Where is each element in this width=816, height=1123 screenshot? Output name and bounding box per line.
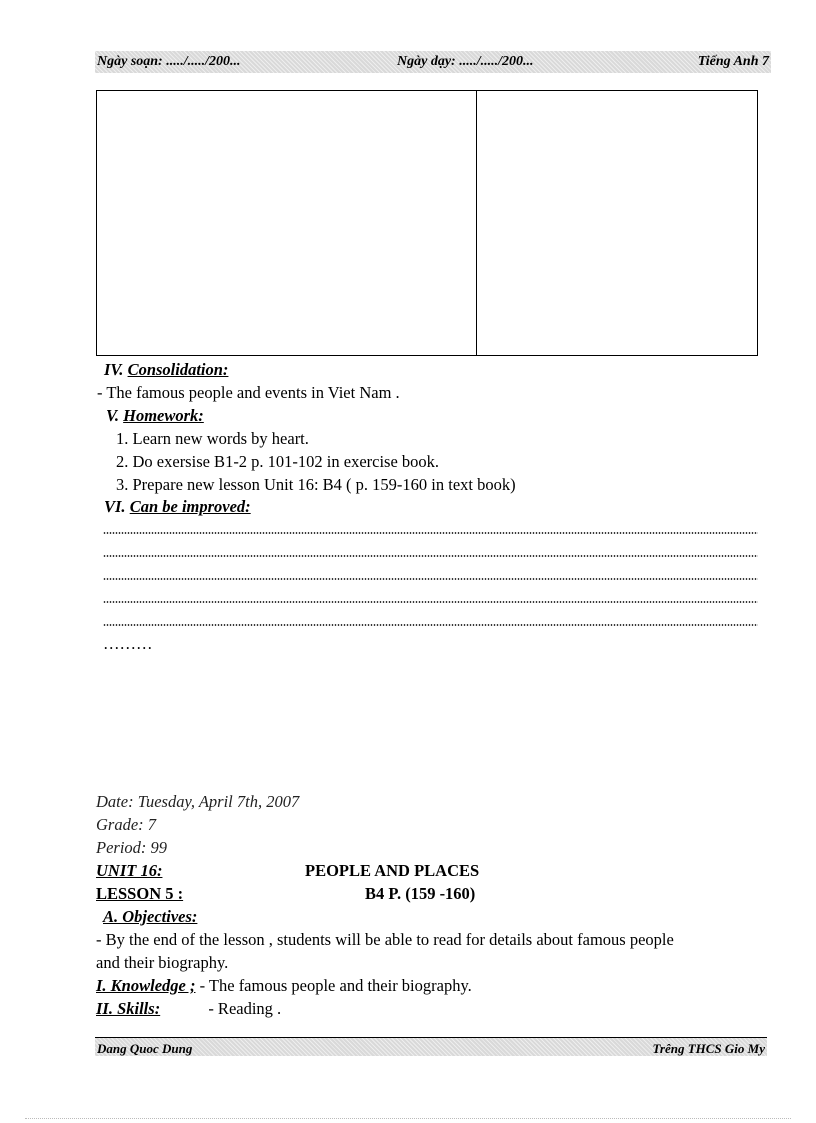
dotted-line: [103, 600, 758, 604]
knowledge-label: I. Knowledge ;: [96, 976, 196, 995]
improved-heading: VI. Can be improved:: [104, 497, 251, 516]
header-teaching-date: Ngày dạy: ...../...../200...: [397, 54, 534, 69]
lesson-table: [96, 90, 758, 356]
knowledge-text: - The famous people and their biography.: [195, 976, 472, 995]
unit-label: UNIT 16:: [96, 861, 163, 880]
objectives-line-2: and their biography.: [96, 953, 229, 972]
homework-item-1: 1. Learn new words by heart.: [116, 429, 309, 448]
lesson-title: B4 P. (159 -160): [365, 884, 476, 903]
lesson-grade: Grade: 7: [96, 815, 157, 834]
dotted-line: [103, 531, 758, 535]
page-header: [95, 51, 771, 73]
homework-item-2: 2. Do exersise B1-2 p. 101-102 in exercise book.: [116, 452, 440, 471]
table-column-divider: [476, 91, 477, 355]
header-subject: Tiếng Anh 7: [697, 54, 769, 69]
skills-text: - Reading .: [208, 999, 282, 1018]
footer-rule: [95, 1037, 767, 1038]
footer-school: Trêng THCS Gio My: [652, 1041, 765, 1056]
page-edge: [25, 1118, 791, 1119]
page-footer: [95, 1037, 767, 1056]
unit-title: PEOPLE AND PLACES: [305, 861, 480, 880]
header-prepared-date: Ngày soạn: ...../...../200...: [97, 54, 241, 69]
dotted-line: [103, 577, 758, 581]
skills-line: [96, 999, 281, 1019]
lesson-date: Date: Tuesday, April 7th, 2007: [96, 792, 300, 811]
consolidation-text: - The famous people and events in Viet Nam .: [97, 383, 400, 402]
homework-item-3: 3. Prepare new lesson Unit 16: B4 ( p. 159-160 in text book): [116, 475, 516, 494]
consolidation-heading: IV. Consolidation:: [104, 360, 229, 379]
lesson-period: Period: 99: [96, 838, 168, 857]
dotted-line: [103, 623, 758, 627]
footer-author: Dang Quoc Dung: [97, 1041, 193, 1056]
objectives-line-1: - By the end of the lesson , students will be able to read for details about famous people: [96, 930, 674, 949]
improved-tail-dots: ………: [103, 634, 153, 653]
skills-label: II. Skills:: [96, 999, 161, 1018]
lesson-label: LESSON 5 :: [96, 884, 184, 903]
dotted-line: [103, 554, 758, 558]
knowledge-line: [96, 976, 472, 996]
objectives-heading: A. Objectives:: [103, 907, 198, 926]
homework-heading: V. Homework:: [106, 406, 204, 425]
